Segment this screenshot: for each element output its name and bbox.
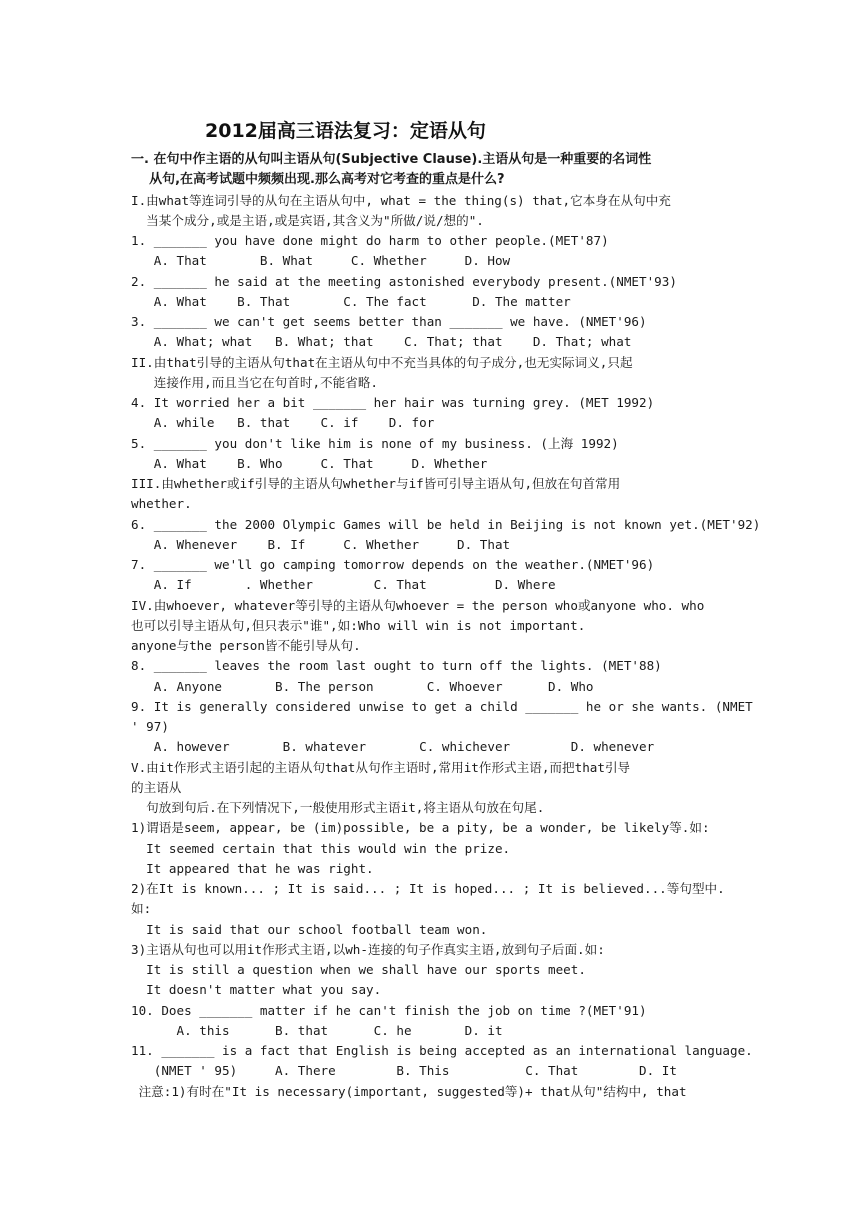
text-line: 一. 在句中作主语的从句叫主语从句(Subjective Clause).主语从句是一种重要的名词性 — [131, 152, 652, 167]
text-line: (NMET ' 95) A. There B. This C. That D. It — [131, 1063, 677, 1079]
text-line: 也可以引导主语从句,但只表示"谁",如:Who will win is not important. — [131, 617, 586, 633]
text-line: I.由what等连词引导的从句在主语从句中, what = the thing(s) that,它本身在从句中充 — [131, 192, 671, 208]
text-line: IV.由whoever, whatever等引导的主语从句whoever = the person who或anyone who. who — [131, 597, 705, 613]
text-line: 2)在It is known... ; It is said... ; It is hoped... ; It is believed...等句型中. — [131, 881, 725, 896]
text-line: 3)主语从句也可以用it作形式主语,以wh-连接的句子作真实主语,放到句子后面.如: — [131, 941, 605, 957]
text-line: A. What B. That C. The fact D. The matter — [131, 293, 571, 309]
text-line: A. What B. Who C. That D. Whether — [131, 455, 488, 471]
text-line: 6. _______ the 2000 Olympic Games will be held in Beijing is not known yet.(MET'92) — [131, 516, 761, 532]
text-line: 5. _______ you don't like him is none of my business. (上海 1992) — [131, 435, 619, 451]
text-line: 如: — [131, 901, 152, 917]
text-line: 8. _______ leaves the room last ought to turn off the lights. (MET'88) — [131, 658, 662, 674]
text-line: 句放到句后.在下列情况下,一般使用形式主语it,将主语从句放在句尾. — [131, 800, 545, 815]
text-line: 4. It worried her a bit _______ her hair was turning grey. (MET 1992) — [131, 395, 655, 410]
text-line: 9. It is generally considered unwise to get a child _______ he or she wants. (NMET — [131, 698, 753, 714]
text-line: 当某个成分,或是主语,或是宾语,其含义为"所做/说/想的". — [131, 212, 484, 228]
text-line: A. What; what B. What; that C. That; that D. That; what — [131, 334, 632, 350]
text-line: 注意:1)有时在"It is necessary(important, suggested等)+ that从句"结构中, that — [131, 1083, 687, 1099]
text-line: It is said that our school football team won. — [131, 921, 488, 937]
text-line: A. If . Whether C. That D. Where — [131, 577, 556, 593]
text-line: 1. _______ you have done might do harm to other people.(MET'87) — [131, 233, 609, 248]
text-line: 3. _______ we can't get seems better than _______ we have. (NMET'96) — [131, 314, 647, 329]
text-line: III.由whether或if引导的主语从句whether与if皆可引导主语从句,但放在句首常用 — [131, 476, 621, 491]
text-line: 1)谓语是seem, appear, be (im)possible, be a pity, be a wonder, be likely等.如: — [131, 820, 710, 836]
text-line: It is still a question when we shall have our sports meet. — [131, 962, 586, 977]
text-line: 7. _______ we'll go camping tomorrow depends on the weather.(NMET'96) — [131, 557, 655, 572]
text-line: A. however B. whatever C. whichever D. whenever — [131, 739, 655, 755]
text-line: A. Whenever B. If C. Whether D. That — [131, 536, 511, 552]
text-line: 10. Does _______ matter if he can't finish the job on time ?(MET'91) — [131, 1002, 647, 1018]
text-line: A. while B. that C. if D. for — [131, 415, 435, 431]
text-line: It seemed certain that this would win the prize. — [131, 840, 511, 856]
text-line: It appeared that he was right. — [131, 860, 374, 876]
text-line: anyone与the person皆不能引导从句. — [131, 638, 361, 653]
text-line: It doesn't matter what you say. — [131, 982, 382, 998]
text-line: 2. _______ he said at the meeting astonished everybody present.(NMET'93) — [131, 273, 677, 289]
text-line: A. That B. What C. Whether D. How — [131, 253, 511, 269]
text-line: 连接作用,而且当它在句首时,不能省略. — [131, 374, 378, 390]
text-line: A. this B. that C. he D. it — [131, 1022, 503, 1038]
text-line: whether. — [131, 496, 192, 512]
text-line: ' 97) — [131, 719, 169, 734]
text-line: A. Anyone B. The person C. Whoever D. Who — [131, 678, 594, 694]
document-title: 2012届高三语法复习：定语从句 — [205, 120, 486, 142]
text-line: 11. _______ is a fact that English is being accepted as an international language. — [131, 1043, 753, 1058]
text-line: 从句,在高考试题中频频出现.那么高考对它考查的重点是什么? — [131, 172, 505, 188]
text-line: 的主语从 — [131, 779, 182, 795]
text-line: V.由it作形式主语引起的主语从句that从句作主语时,常用it作形式主语,而把that引导 — [131, 759, 631, 775]
text-line: II.由that引导的主语从句that在主语从句中不充当具体的句子成分,也无实际词义,只起 — [131, 354, 633, 370]
